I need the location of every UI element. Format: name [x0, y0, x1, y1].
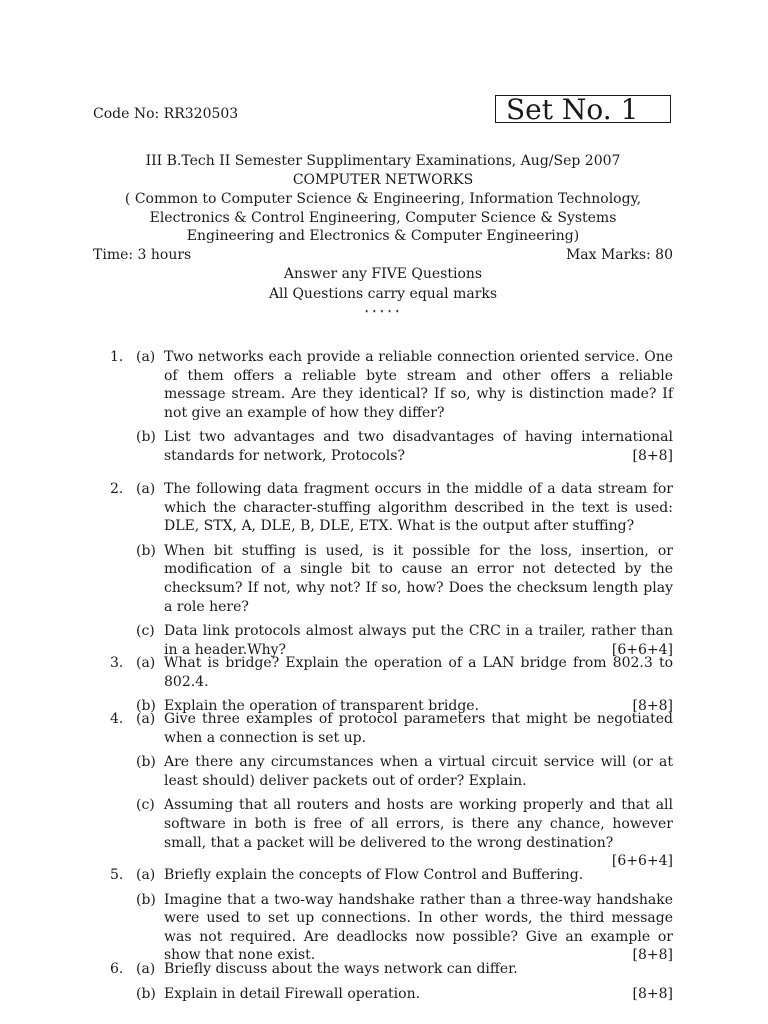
question-4: [110, 710, 673, 871]
question-part: [136, 891, 673, 965]
question-6: [110, 960, 673, 1003]
marks-allocation: [8+8]: [632, 447, 673, 464]
question-number: 6.: [110, 961, 124, 977]
part-text: When bit stuffing is used, is it possible for the loss, insertion, or modification of a single bit to cause an error not detected by the checksum? If not, why not? If so, how? Does the checksum length play a role here?: [164, 542, 673, 615]
part-label: (a): [136, 711, 156, 727]
common-line-1: ( Common to Computer Science & Engineering, Information Technology,: [124, 191, 642, 207]
question-part: [136, 796, 673, 870]
part-text: List two advantages and two disadvantages of having international standards for network, Protocols?: [164, 429, 673, 464]
part-text: Are there any circumstances when a virtual circuit service will (or at least should) deliver packets out of order? Explain.: [164, 754, 673, 789]
question-part: [136, 542, 673, 616]
part-label: (c): [136, 623, 155, 640]
max-marks: Max Marks: 80: [565, 247, 673, 263]
marks-allocation: [8+8]: [632, 698, 673, 715]
part-label: (b): [136, 429, 156, 446]
part-text: Briefly explain the concepts of Flow Control and Buffering.: [164, 867, 584, 883]
question-part: [136, 480, 673, 536]
question-part: [136, 753, 673, 790]
part-text: Assuming that all routers and hosts are working properly and that all software in both is free of all errors, is there any chance, however small, that a packet will be delivered to the wrong destination?: [164, 797, 673, 851]
instruction-answer: Answer any FIVE Questions: [283, 266, 483, 282]
subject-title: COMPUTER NETWORKS: [292, 172, 474, 188]
question-number: 4.: [110, 711, 124, 727]
part-label: (b): [136, 985, 156, 1002]
part-label: (a): [136, 481, 156, 497]
question-number: 3.: [110, 655, 124, 671]
question-number: 5.: [110, 867, 124, 883]
exam-time: Time: 3 hours: [93, 247, 192, 263]
part-text: What is bridge? Explain the operation of a LAN bridge from 802.3 to 802.4.: [164, 655, 673, 690]
part-label: (a): [136, 867, 156, 883]
marks-allocation: [8+8]: [632, 985, 673, 1002]
instruction-marks: All Questions carry equal marks: [268, 286, 498, 302]
part-label: (c): [136, 797, 155, 814]
code-number: Code No: RR320503: [93, 106, 239, 122]
part-label: (b): [136, 754, 156, 771]
part-text: Briefly discuss about the ways network can differ.: [164, 961, 518, 977]
part-label: (b): [136, 542, 156, 559]
common-line-3: Engineering and Electronics & Computer Engineering): [186, 228, 580, 245]
marks-allocation: [6+6+4]: [611, 853, 673, 870]
question-number: 1.: [110, 349, 124, 365]
question-2: [110, 480, 673, 659]
part-text: Data link protocols almost always put the CRC in a trailer, rather than in a header.Why?: [164, 623, 673, 658]
part-label: (a): [136, 349, 156, 365]
part-text: Two networks each provide a reliable connection oriented service. One of them offers a reliable byte stream and other offers a reliable message stream. Are they identical? If so, why is distinction made? If not give an example of how they differ?: [164, 349, 673, 421]
question-part: [136, 428, 673, 465]
set-number-box: Set No. 1: [495, 95, 671, 123]
question-part: [136, 960, 673, 979]
part-label: (b): [136, 698, 156, 715]
part-text: Explain in detail Firewall operation.: [164, 985, 421, 1002]
common-branches: [93, 190, 673, 246]
question-part: [136, 866, 673, 885]
part-label: (a): [136, 961, 156, 977]
part-label: (b): [136, 891, 156, 908]
common-line-2: Electronics & Control Engineering, Computer Science & Systems: [149, 209, 617, 226]
question-part: [136, 710, 673, 747]
exam-title: III B.Tech II Semester Supplimentary Examinations, Aug/Sep 2007: [145, 153, 621, 169]
question-5: [110, 866, 673, 965]
marks-allocation: [8+8]: [632, 947, 673, 964]
part-text: The following data fragment occurs in the middle of a data stream for which the character-stuffing algorithm described in the text is used: DLE, STX, A, DLE, B, DLE, ETX. What is the output after stuffing?: [164, 481, 673, 535]
question-part: [136, 985, 673, 1004]
question-1: [110, 348, 673, 466]
question-part: [136, 348, 673, 422]
question-part: [136, 654, 673, 691]
question-number: 2.: [110, 481, 124, 497]
question-3: [110, 654, 673, 716]
stars-divider: ⋆⋆⋆⋆⋆: [363, 307, 403, 317]
part-text: Imagine that a two-way handshake rather than a three-way handshake were used to set up connections. In other words, the third message was not required. Are deadlocks now possible? Give an example or show that none exist.: [164, 891, 673, 964]
part-text: Explain the operation of transparent bridge.: [164, 698, 480, 715]
part-label: (a): [136, 655, 156, 671]
part-text: Give three examples of protocol parameters that might be negotiated when a connection is set up.: [164, 711, 673, 746]
marks-allocation: [6+6+4]: [611, 641, 673, 658]
